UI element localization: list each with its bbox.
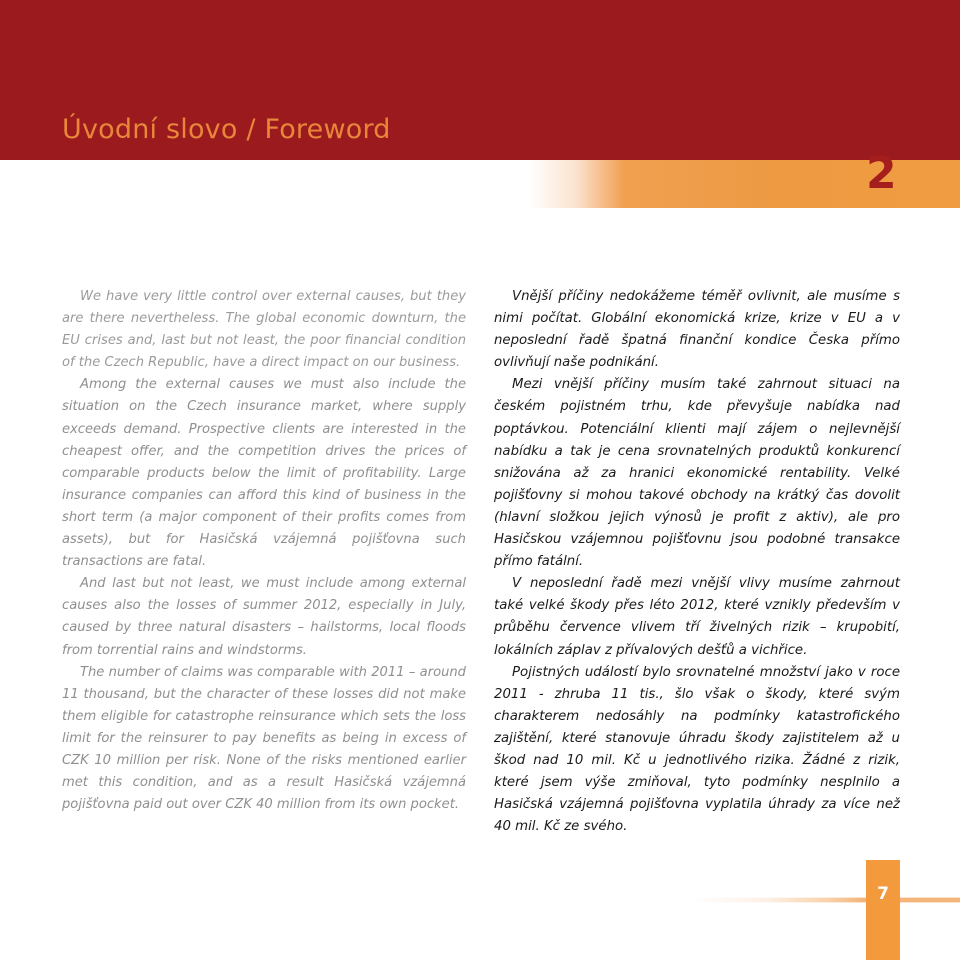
english-column	[62, 286, 466, 816]
footer-gradient-line	[0, 860, 960, 940]
czech-paragraph-2: Mezi vnější příčiny musím také zahrnout situaci na českém pojistném trhu, kde převyšuje nabídka nad poptávkou. Potenciální klienti mají zájem o nejlevnější nabídku a tak je cena srovnatelných produktů konkurencí snižována až za hranici ekonomické rentability. Velké pojišťovny si mohou takové obchody na krátký čas dovolit (hlavní složkou jejich výnosů je profit z aktiv), ale pro Hasičskou vzájemnou pojišťovnu jsou podobné transakce přímo fatální.	[494, 377, 900, 570]
page-number-tab	[866, 860, 900, 960]
english-paragraph-3: And last but not least, we must include among external causes also the losses of summer 2012, especially in July, caused by three natural disasters – hailstorms, local floods from torrential rains and windstorms.	[62, 576, 466, 658]
czech-column	[494, 286, 900, 838]
orange-gradient-band	[0, 160, 960, 208]
czech-paragraph-3: V neposlední řadě mezi vnější vlivy musíme zahrnout také velké škody přes léto 2012, které vznikly především v průběhu července vlivem tří živelných rizik – krupobití, lokálních záplav z přívalových dešťů a vichřice.	[494, 576, 900, 658]
header-bar	[0, 0, 960, 160]
english-paragraph-4: The number of claims was comparable with 2011 – around 11 thousand, but the character of these losses did not make them eligible for catastrophe reinsurance which sets the loss limit for the reinsurer to pay benefits as being in excess of CZK 10 million per risk. None of the risks mentioned earlier met this condition, and as a result Hasičská vzájemná pojišťovna paid out over CZK 40 million from its own pocket.	[62, 664, 466, 813]
chapter-number: 2	[866, 148, 897, 199]
english-paragraph-1: We have very little control over external causes, but they are there nevertheless. The global economic downturn, the EU crises and, last but not least, the poor financial condition of the Czech Republic, have a direct impact on our business.	[62, 289, 466, 371]
page-title: Úvodní slovo / Foreword	[62, 114, 391, 145]
czech-paragraph-4: Pojistných událostí bylo srovnatelné množství jako v roce 2011 - zhruba 11 tis., šlo však o škody, které svým charakterem nedosáhly na podmínky katastrofického zajištění, které stanovuje úhradu škody zajistitelem až u škod nad 10 mil. Kč u jednotlivého rizika. Žádné z rizik, které jsem výše zmiňoval, tyto podmínky nesplnilo a Hasičská vzájemná pojišťovna vyplatila úhrady za více než 40 mil. Kč ze svého.	[494, 664, 900, 835]
czech-paragraph-1: Vnější příčiny nedokážeme téměř ovlivnit, ale musíme s nimi počítat. Globální ekonomická krize, krize v EU a v neposlední řadě špatná finanční kondice Česka přímo ovlivňují naše podnikání.	[494, 289, 900, 371]
english-paragraph-2: Among the external causes we must also include the situation on the Czech insurance market, where supply exceeds demand. Prospective clients are interested in the cheapest offer, and the competition drives the prices of comparable products below the limit of profitability. Large insurance companies can afford this kind of business in the short term (a major component of their profits comes from assets), but for Hasičská vzájemná pojišťovna such transactions are fatal.	[62, 377, 466, 570]
page-number: 7	[877, 884, 889, 904]
